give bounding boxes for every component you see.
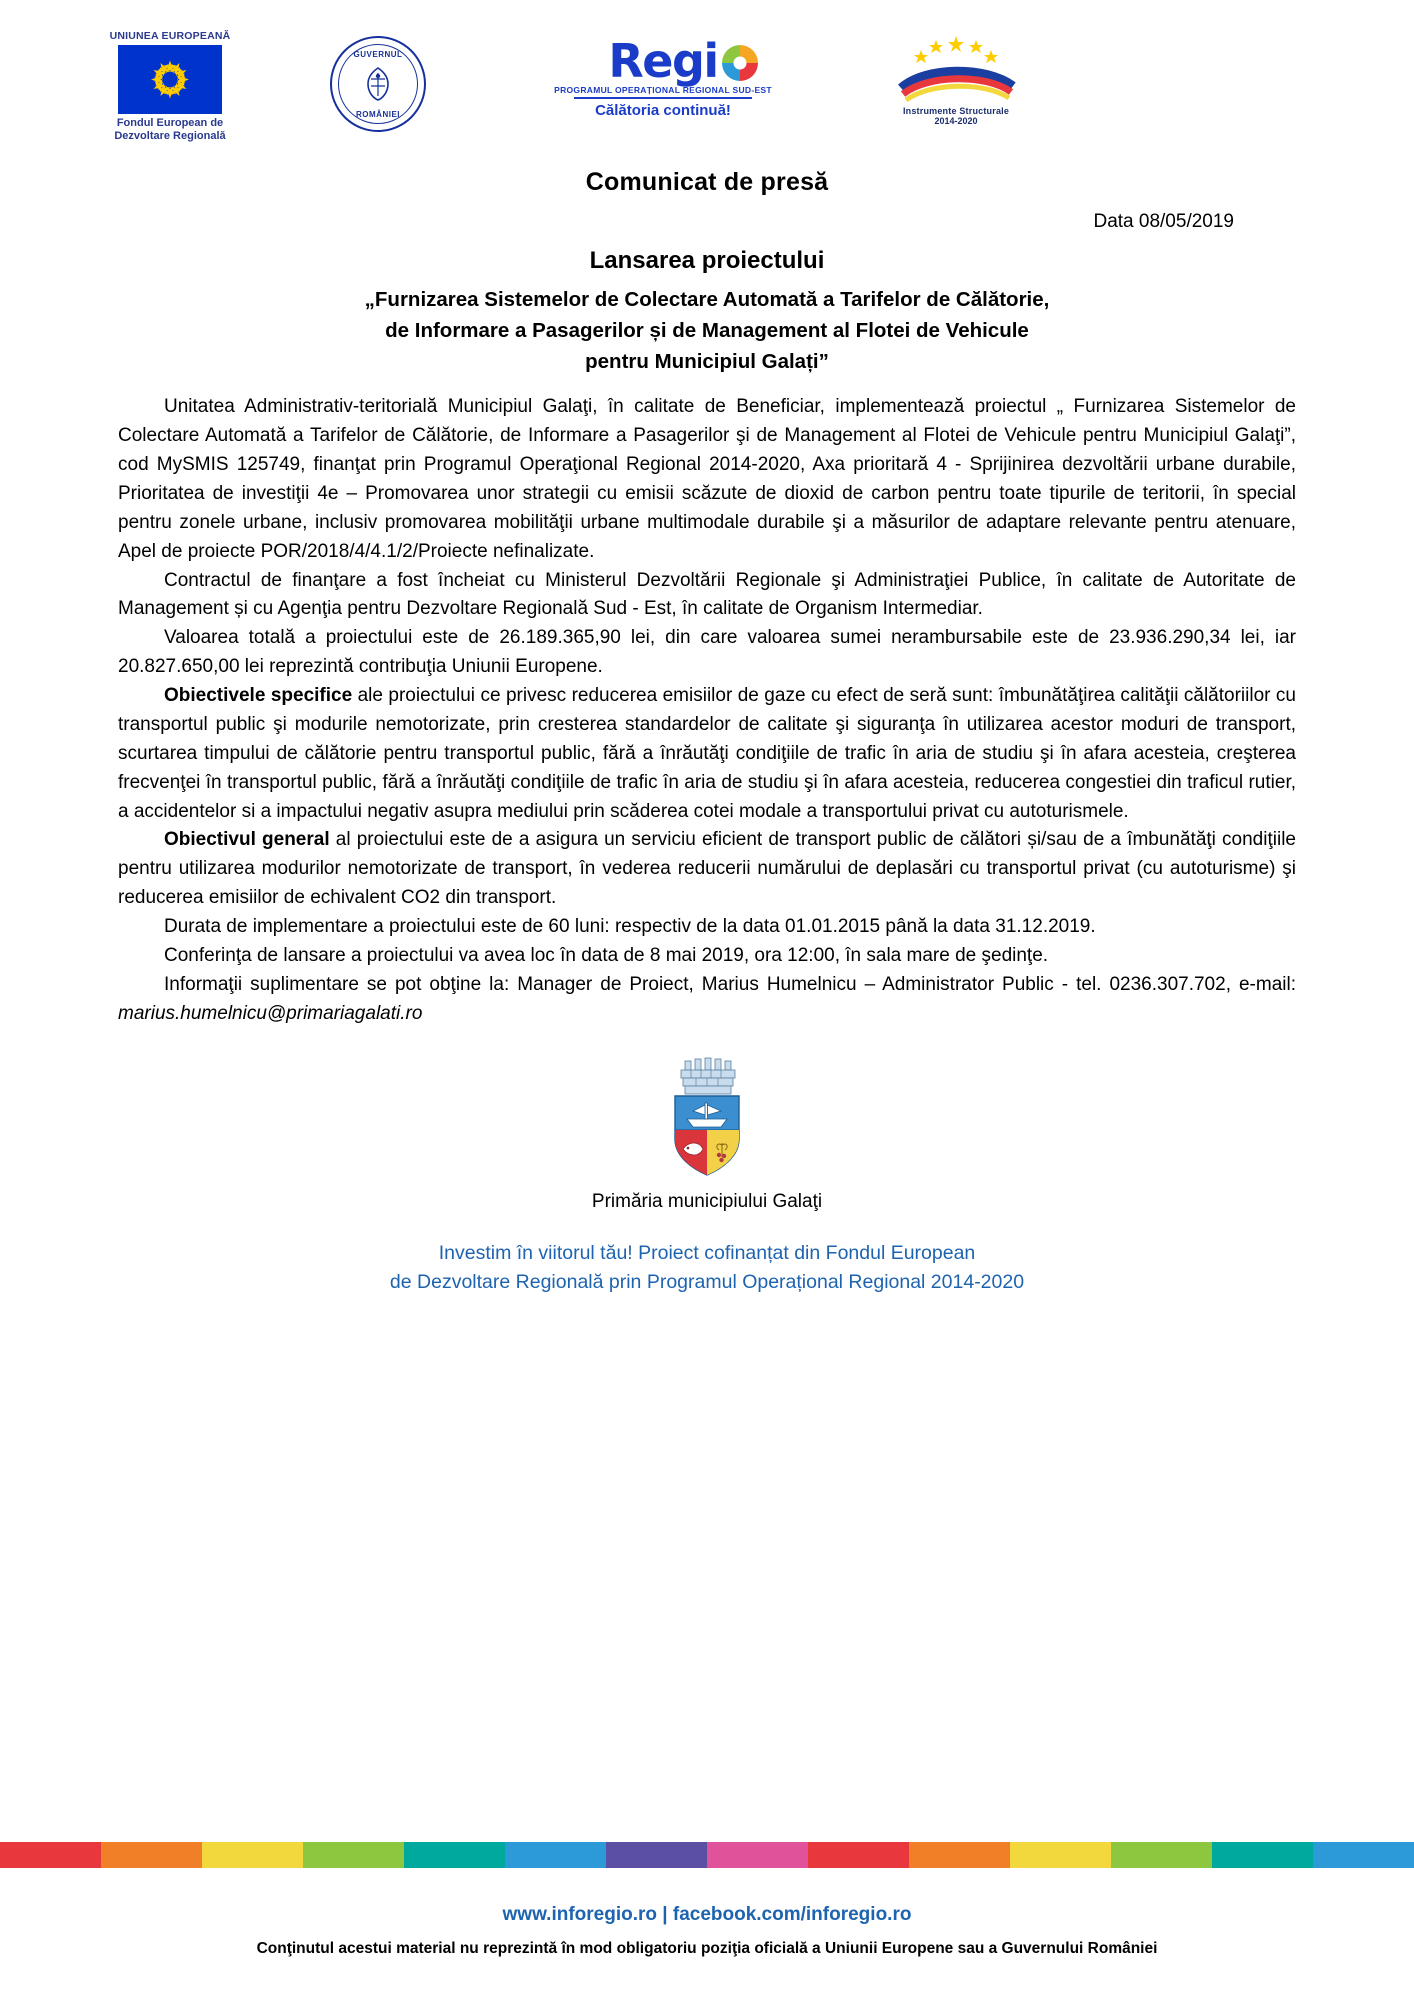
paragraph-contact: [118, 971, 1296, 1029]
eu-logo-subtitle-line1: Fondul European de: [116, 117, 224, 129]
regio-subtitle-text: PROGRAMUL OPERAȚIONAL REGIONAL: [554, 84, 730, 95]
launch-title: Lansarea proiectului: [589, 247, 825, 274]
stripe-segment-10: [1010, 1842, 1111, 1868]
stripe-segment-1: [101, 1842, 202, 1868]
document-date: Data 08/05/2019: [1093, 211, 1234, 232]
stripe-segment-7: [707, 1842, 808, 1868]
si-caption-line1: Instrumente Structurale: [902, 106, 1010, 116]
regio-divider: [574, 97, 752, 99]
regio-dots-icon: [719, 42, 761, 84]
stripe-segment-2: [202, 1842, 303, 1868]
footer-url[interactable]: www.inforegio.ro | facebook.com/inforegio.ro: [502, 1904, 912, 1925]
romanian-government-logo: [330, 36, 430, 136]
paragraph-conference: Conferinţa de lansare a proiectului va avea loc în data de 8 mai 2019, ora 12:00, în sala mare de şedinţe.: [164, 944, 1049, 966]
si-graphic-icon: [876, 30, 1036, 106]
stripe-segment-11: [1111, 1842, 1212, 1868]
regio-logo: [548, 34, 778, 119]
stripe-segment-12: [1212, 1842, 1313, 1868]
color-stripe-divider: [0, 1842, 1414, 1868]
crest-caption: Primăria municipiului Galaţi: [591, 1190, 823, 1212]
eu-logo-title: UNIUNEA EUROPEANĂ: [109, 30, 231, 42]
project-title-line3: pentru Municipiul Galați”: [585, 349, 829, 373]
gov-seal-icon: [330, 36, 426, 132]
paragraph-intro: Unitatea Administrativ-teritorială Municipiul Galaţi, în calitate de Beneficiar, implementează proiectul „ Furnizarea Sistemelor de Colectare Automată a Tarifelor de Călătorie, de Informare a Pasagerilor şi de Management al Flotei de Vehicule pentru Municipiul Galaţi”, cod MySMIS 125749, finanţat prin Programul Operaţional Regional 2014-2020, Axa prioritară 4 - Sprijinirea dezvoltării urbane durabile, Prioritatea de investiţii 4e – Promovarea unor strategii cu emisii scăzute de dioxid de carbon pentru toate tipurile de teritorii, în special pentru zonele urbane, inclusiv promovarea mobilităţii urbane multimodale durabile şi a măsurilor de adaptare relevante pentru atenuare, Apel de proiecte POR/2018/4/4.1/2/Proiecte nefinalizate.: [118, 396, 1296, 562]
general-objective-heading: Obiectivul general: [164, 829, 330, 851]
regio-region-text: SUD-EST: [732, 84, 772, 95]
funding-tagline: [0, 1239, 1414, 1298]
paragraph-value: Valoarea totală a proiectului este de 26.189.365,90 lei, din care valoarea sumei nerambursabile este de 23.936.290,34 lei, iar 20.827.650,00 lei reprezintă contribuţia Uniunii Europene.: [118, 627, 1296, 678]
footer-disclaimer: Conţinutul acestui material nu reprezintă în mod obligatoriu poziţia oficială a Uniunii Europene sau a Guvernului României: [256, 1940, 1158, 1957]
contact-text: Informaţii suplimentare se pot obţine la: Manager de Proiect, Marius Humelnicu – Administrator Public - tel. 0236.307.702, e-mail:: [164, 973, 1296, 995]
paragraph-specific-objectives: [118, 682, 1296, 826]
galati-coat-of-arms-icon: [661, 1057, 753, 1177]
stripe-segment-13: [1313, 1842, 1414, 1868]
gov-eagle-icon: [361, 66, 395, 102]
stripe-segment-9: [909, 1842, 1010, 1868]
project-title: [0, 285, 1414, 377]
paragraph-duration: Durata de implementare a proiectului este de 60 luni: respectiv de la data 01.01.2015 până la data 31.12.2019.: [164, 916, 1096, 937]
regio-tagline: Călătoria continuă!: [595, 101, 731, 119]
eu-stars-icon: [118, 45, 222, 114]
specific-objectives-heading: Obiectivele specifice: [164, 685, 353, 706]
paragraph-general-objective: [118, 826, 1296, 913]
stripe-segment-5: [505, 1842, 606, 1868]
logo-bar: [0, 0, 1414, 160]
general-objective-text: al proiectului este de a asigura un serviciu eficient de transport public de călători și/sau de a îmbunătăţi condiţiile pentru utilizarea modurilor nemotorizate de transport, în vederea reducerii numărului de deplasări cu transportul privat (cu autoturisme) şi reducerea emisiilor de echivalent CO2 din transport.: [118, 829, 1296, 909]
eu-logo-subtitle: [95, 117, 245, 142]
page-title: Comunicat de presă: [585, 168, 829, 196]
stripe-segment-0: [0, 1842, 101, 1868]
eu-logo-subtitle-line2: Dezvoltare Regională: [114, 129, 226, 142]
funding-tagline-line2: de Dezvoltare Regională prin Programul Operațional Regional 2014-2020: [389, 1270, 1025, 1293]
stripe-segment-8: [808, 1842, 909, 1868]
regio-wordmark: Regi: [608, 34, 718, 88]
paragraph-contract: Contractul de finanţare a fost încheiat cu Ministerul Dezvoltării Regionale şi Administraţiei Publice, în calitate de Autoritate de Management și cu Agenţia pentru Dezvoltare Regională Sud - Est, în calitate de Organism Intermediar.: [118, 569, 1296, 620]
si-caption-line2: 2014-2020: [934, 116, 978, 126]
funding-tagline-line1: Investim în viitorul tău! Proiect cofinanțat din Fondul European: [438, 1241, 976, 1264]
project-title-line1: „Furnizarea Sistemelor de Colectare Automată a Tarifelor de Călătorie,: [364, 288, 1050, 311]
contact-email[interactable]: marius.humelnicu@primariagalati.ro: [118, 1002, 423, 1024]
stripe-segment-6: [606, 1842, 707, 1868]
eu-logo: [95, 30, 245, 142]
body-content: [0, 393, 1414, 1028]
structural-instruments-logo: [876, 30, 1036, 126]
page-footer: [0, 1904, 1414, 1958]
eu-flag-icon: [118, 45, 222, 114]
project-title-line2: de Informare a Pasagerilor și de Management al Flotei de Vehicule: [385, 318, 1029, 342]
specific-objectives-text: ale proiectului ce privesc reducerea emisiilor de gaze cu efect de seră sunt: îmbunătăţirea calităţii călătoriilor cu transportul public şi modurile nemotorizate, prin cresterea standardelor de calitate şi siguranţa în utilizarea acestor moduri de transport, scurtarea timpului de călătorie pentru transportul public, fără a înrăutăţi condiţiile de trafic în aria de studiu şi în afara acesteia, creşterea frecvenţei în transportul public, fără a înrăutăţi condiţiile de trafic în aria de studiu şi în afara acesteia, reducerea congestiei din traficul rutier, a accidentelor si a impactului negativ asupra mediului prin scăderea cotei modale a transportului privat cu autoturismele.: [118, 685, 1296, 822]
stripe-segment-3: [303, 1842, 404, 1868]
gov-seal-text-bottom: ROMÂNIEI: [356, 110, 400, 119]
stripe-segment-4: [404, 1842, 505, 1868]
gov-seal-text-top: GUVERNUL: [353, 50, 403, 59]
city-crest-block: [0, 1057, 1414, 1213]
